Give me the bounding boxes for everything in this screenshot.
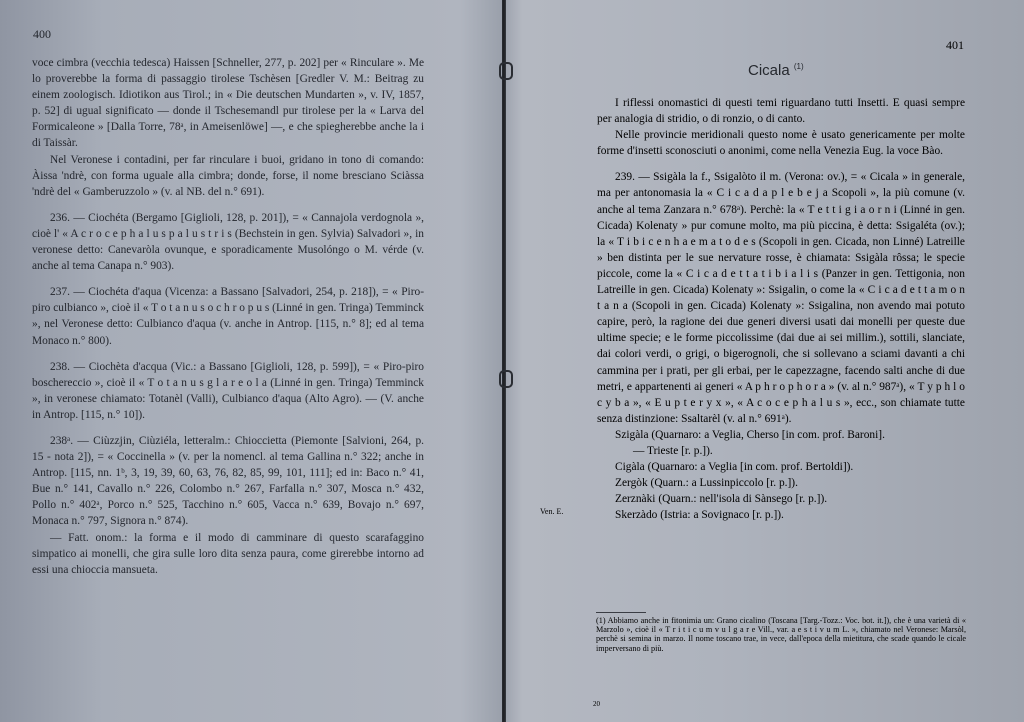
variant-list [597, 427, 965, 524]
book-spine [502, 0, 506, 722]
entry-237: 237. — Ciochéta d'aqua (Vicenza: a Bassano [Salvadori, 254, p. 218]), = « Piro-piro culbianco », cioè il « T o t a n u s o c h r o p u s (Linné in gen. Tringa) Temminck », nel Veronese detto: Culbianco d'aqua (v. anche in Antrop. [115, n.° 8]; ed al tema Monaco n.° 800). [32, 286, 424, 347]
page-number-left: 400 [33, 27, 51, 41]
footnote: (1) Abbiamo anche in fitonimia un: Grano cicalino (Toscana [Targ.-Tozz.: Voc. bot. it.]), che è una varietà di « Marzolo », cioè il « T r i t i c u m v u l g a r e Vill., var. a e s t i v u m L. », chiamato nel Veronese: Marsòl, perchè si semina in marzo. Il nome toscano trae, in vece, dall'epoca della mietitura, che scade quando le cicale imperversano di più. [596, 616, 966, 653]
margin-note: Ven. E. [540, 507, 564, 516]
section-heading [748, 62, 804, 79]
list-item: Cigàla (Quarnaro: a Veglia [in com. prof. Bertoldi]). [615, 461, 854, 474]
binding-staple [499, 62, 513, 80]
entry-238a: 238ᵃ. — Ciùzzjin, Ciùziéla, letteralm.: Chioccietta (Piemonte [Salvioni, 264, p. 15 - nota 2]), = « Coccinella » (v. per la nomencl. al tema Gallina n.° 322; anche in Antrop. [115, nn. 1ᵇ, 3, 19, 39, 60, 63, 76, 82, 85, 99, 101, 111]; ed in: Baco n.° 41, Bue n.° 141, Cavallo n.° 226, Colombo n.° 267, Farfalla n.° 307, Mosca n.° 432, Pollo n.° 402ᵃ, Porco n.° 525, Tacchino n.° 605, Vacca n.° 639, Bovajo n.° 697, Monaca n.° 797, Signora n.° 874). [32, 434, 424, 528]
footnote-divider [596, 612, 646, 613]
binding-staple [499, 370, 513, 388]
heading-title: Cicala [748, 62, 790, 79]
signature-mark: 20 [593, 700, 600, 708]
intro-paragraph: I riflessi onomastici di questi temi riguardano tutti Insetti. E quasi sempre per analogia di stridio, o di ronzio, o di canto. [597, 97, 965, 126]
paragraph: — Fatt. onom.: la forma e il modo di camminare di questo scarafaggino simpatico ai monelli, che gira sulle loro dita senza paura, come girerebbe intorno ad essi una chioccia mansueta. [32, 531, 424, 576]
left-text-column [32, 55, 424, 578]
heading-footnote-ref: (1) [793, 62, 804, 71]
entry-239: 239. — Ssigàla la f., Ssigalòto il m. (Verona: ov.), = « Cicala » in generale, ma per antonomasia la « C i c a d a p l e b e j a Scopoli », la più comune (v. anche al tema Zanzara n.° 678ᵃ). Perchè: la « T e t t i g i a o r n i (Linné in gen. Cicada) Kolenaty » pur comune molto, ma più piccina, è detta: Ssigaléta (ov.); la « T i b i c e n h a e m a t o d e s (Scopoli in gen. Cicada, non Linné) Latreille » ben distinta per le sue nervature rosse, è chiamata: Ssigàla rôssa; le specie piccole, come la « C i c a d e t t a t i b i a l i s (Panzer in gen. Tettigonia, non Latreille in gen. Cicada) Kolenaty »: Ssigalin, o come la « C i c a d e t t a m o n t a n a (Scopoli in gen. Cicada) Kolenaty »: Ssigalina, non avendo mai potuto capire, però, la ragione dei due generi diversi usati dai monelli per queste due ultime specie; e le forme piccolissime (dai due ai sei millim.), sottili, slanciate, dai colori verdi, o grigi, o bigerognoli, che si sollevano a sciami davanti a chi cammina per i prati, per gli erbai, per le capezzagne, facendo salti anche di due metri, e appartenenti ai generi « A p h r o p h o r a » (v. al n.° 987ᵃ), « T y p h l o c y b a », « E u p t e r y x », « A c o c e p h a l u s », ecc., son chiamate tutte senza distinzione: Ssaltarèl (v. al n.° 691ᵃ). [597, 171, 965, 425]
paragraph: voce cimbra (vecchia tedesca) Haissen [Schneller, 277, p. 202] per « Rinculare ». Me lo proverebbe la forma di passaggio tirolese Tschèsen [Gredler V. M.: Beitrag zu einem zoologisch. Idiotikon aus Tirol.; in « Die deutschen Mundarten », v. IV, 1857, p. 52] di ugual significato — donde il Tschesemandl pur tirolese per la « Larva del Formicaleone » [Dalla Torre, 78ᵃ, in Ameisenlöwe] —, e che spiegherebbe anche la i di Taissàr. [32, 57, 424, 150]
list-item: — Trieste [r. p.]). [633, 444, 713, 457]
intro-paragraph: Nelle provincie meridionali questo nome è usato genericamente per molte forme d'insetti sconosciuti o anonimi, come nella Venezia Eug. la voce Bào. [597, 129, 965, 158]
entry-236: 236. — Ciochéta (Bergamo [Giglioli, 128, p. 201]), = « Cannajola verdognola », cioè l' « A c r o c e p h a l u s p a l u s t r i s (Bechstein in gen. Sylvia) Salvadori », in veronese detto: Canevaròla ovunque, e sporadicamente Musolóngo o M. vérde (v. anche al tema Canapa n.° 903). [32, 211, 424, 273]
page-number-right: 401 [946, 38, 964, 52]
left-page [0, 0, 500, 722]
list-item: Zergòk (Quarn.: a Lussinpiccolo [r. p.]). [615, 477, 798, 490]
list-item: Skerzàdo (Istria: a Sovignaco [r. p.]). [615, 509, 784, 522]
entry-238: 238. — Ciochèta d'acqua (Vic.: a Bassano [Giglioli, 128, p. 599]), = « Piro-piro boschereccio », cioè il « T o t a n u s g l a r e o l a (Linné in gen. Tringa) Temminck », in veronese chiamato: Totanèl (Valli), Culbianco d'aqua (Alto Agro). — (V. anche in Antrop. [115, n.° 10]). [32, 360, 424, 421]
right-text-column [597, 95, 965, 523]
list-item: Zerznàki (Quarn.: nell'isola di Sànsego [r. p.]). [615, 493, 828, 506]
paragraph: Nel Veronese i contadini, per far rinculare i buoi, gridano in tono di comando: Àissa 'ndrè, con forma uguale alla cimbra; donde, forse, il nome bresciano Sciàssa 'ndrè del « Gamberuzzolo » (v. al NB. del n.° 691). [32, 153, 424, 198]
list-item: Szigàla (Quarnaro: a Veglia, Cherso [in com. prof. Baroni]. [615, 428, 885, 441]
